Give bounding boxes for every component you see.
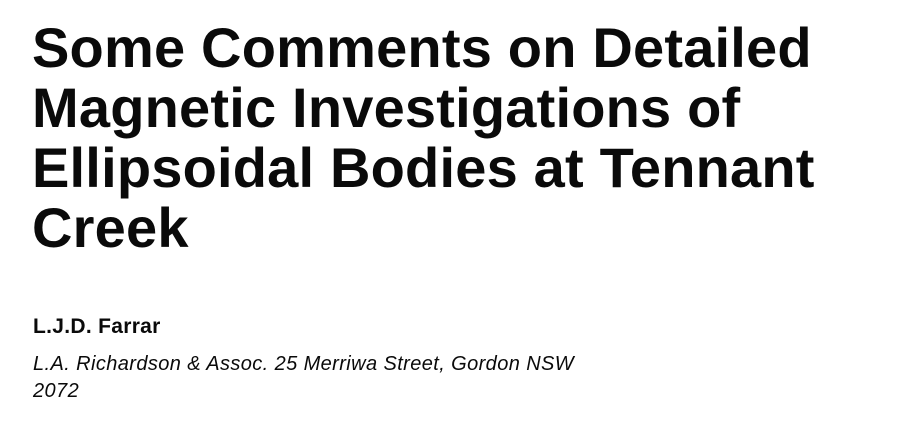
title-line: Some Comments on Detailed [32, 16, 812, 79]
paper-title [32, 18, 902, 258]
author-affiliation [33, 351, 733, 405]
title-line: Magnetic Investigations of [32, 76, 741, 139]
title-line: Ellipsoidal Bodies at Tennant [32, 136, 815, 199]
affiliation-line: 2072 [33, 380, 80, 402]
affiliation-line: L.A. Richardson & Assoc. 25 Merriwa Street, Gordon NSW [33, 353, 575, 375]
author-name: L.J.D. Farrar [33, 315, 161, 338]
title-line: Creek [32, 196, 189, 259]
